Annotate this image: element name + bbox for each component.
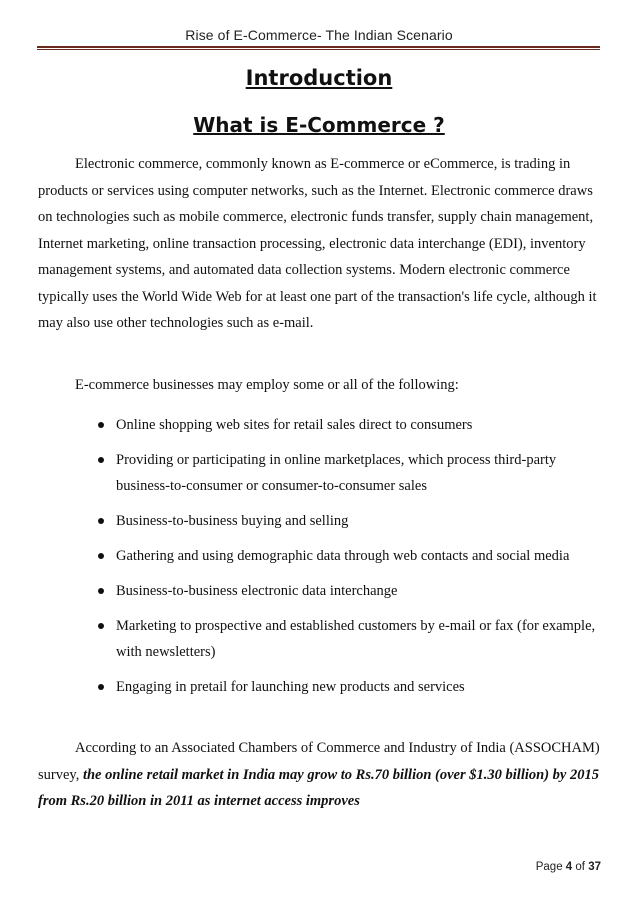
list-intro-paragraph <box>38 372 604 399</box>
section-heading: Introduction <box>245 66 393 90</box>
assocham-emphasis-text: the online retail market in India may grow to Rs.70 billion (over $1.30 billion) by 2015 from Rs.20 billion in 2011 as internet access improves <box>38 766 599 809</box>
list-item-text: Business-to-business buying and selling <box>116 513 349 529</box>
of-label: of <box>575 861 585 873</box>
list-item <box>0 508 596 534</box>
list-item-text: Marketing to prospective and established customers by e-mail or fax (for example, with newsletters) <box>116 618 596 660</box>
list-item <box>0 412 596 438</box>
subsection-heading: What is E-Commerce ? <box>193 113 445 137</box>
page-number: 4 <box>565 861 573 873</box>
list-item <box>0 447 596 499</box>
total-pages: 37 <box>588 861 601 873</box>
business-activities-list <box>0 412 638 709</box>
list-item <box>0 674 596 700</box>
assocham-paragraph <box>38 735 604 815</box>
header-rule <box>37 46 600 48</box>
list-item-text: Gathering and using demographic data through web contacts and social media <box>116 548 570 564</box>
list-item-text: Engaging in pretail for launching new products and services <box>116 679 465 695</box>
definition-text: Electronic commerce, commonly known as E-commerce or eCommerce, is trading in products or services using computer networks, such as the Internet. Electronic commerce draws on technologies such as mobile commerce, electronic funds transfer, supply chain management, Internet marketing, online transaction processing, electronic data interchange (EDI), inventory management systems, and automated data collection systems. Modern electronic commerce typically uses the World Wide Web for at least one part of the transaction's life cycle, although it may also use other technologies such as e-mail. <box>38 156 597 331</box>
list-item <box>0 543 596 569</box>
page-footer <box>536 861 601 873</box>
bullet-icon <box>98 422 104 428</box>
bullet-icon <box>98 457 104 463</box>
bullet-icon <box>98 553 104 559</box>
header-rule-thin <box>37 49 600 50</box>
list-item-text: Online shopping web sites for retail sales direct to consumers <box>116 417 473 433</box>
bullet-icon <box>98 588 104 594</box>
definition-paragraph <box>38 151 604 337</box>
list-item <box>0 578 596 604</box>
bullet-icon <box>98 684 104 690</box>
running-header: Rise of E-Commerce- The Indian Scenario <box>185 27 453 43</box>
list-intro-text: E-commerce businesses may employ some or all of the following: <box>75 377 459 393</box>
page-label: Page <box>535 861 563 873</box>
bullet-icon <box>98 518 104 524</box>
list-item-text: Business-to-business electronic data interchange <box>116 583 398 599</box>
bullet-icon <box>98 623 104 629</box>
assocham-intro-text: According to an Associated Chambers of Commerce and Industry of India (ASSOCHAM) survey, <box>38 740 600 783</box>
list-item-text: Providing or participating in online marketplaces, which process third-party business-to-consumer or consumer-to-consumer sales <box>116 452 557 494</box>
list-item <box>0 613 596 665</box>
